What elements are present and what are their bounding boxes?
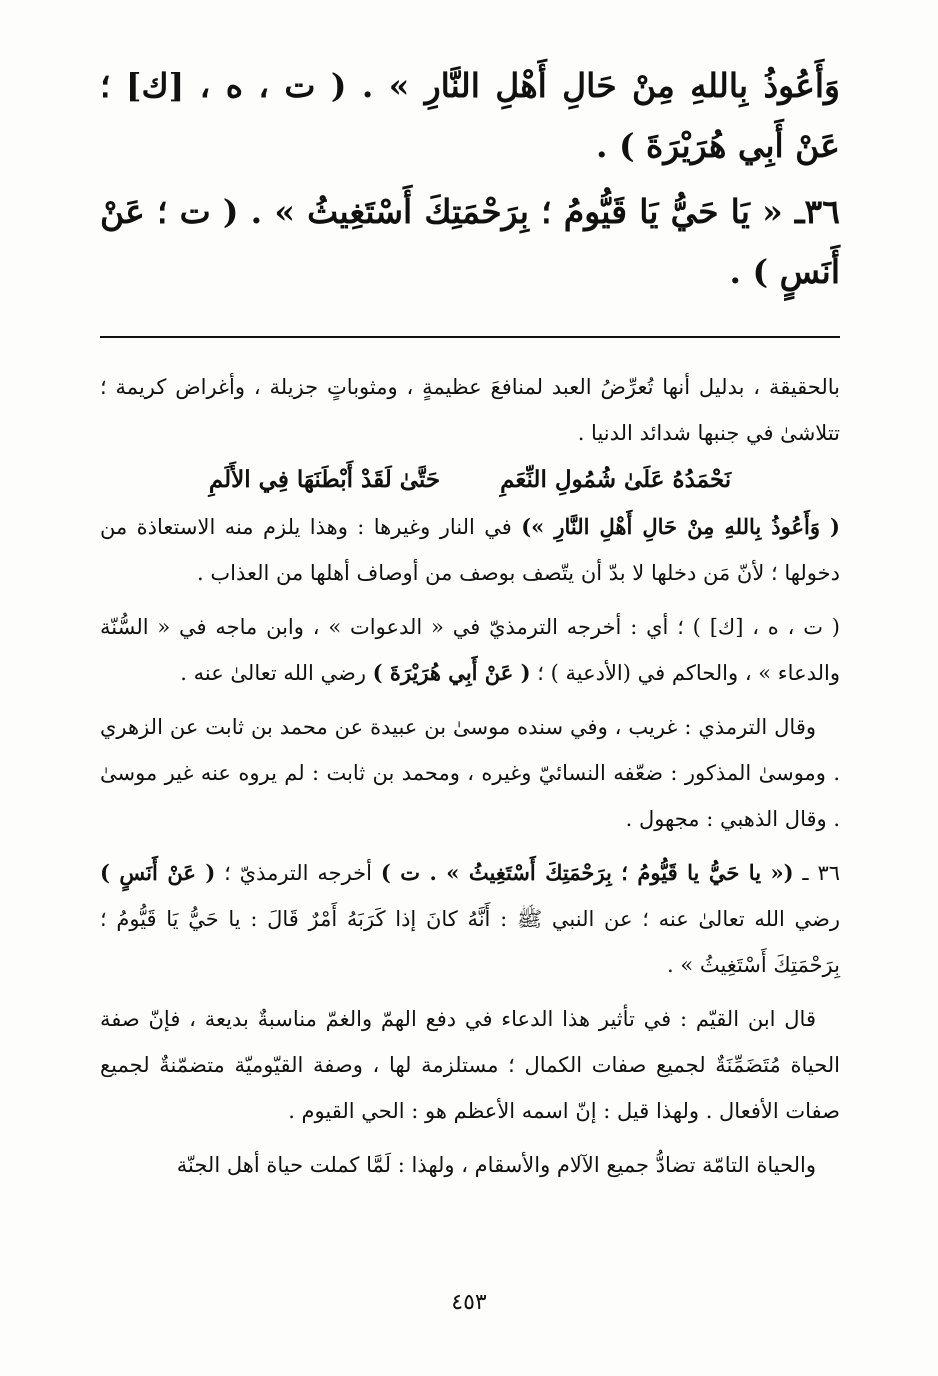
- commentary: [100, 364, 840, 1188]
- commentary-paragraph: والحياة التامّة تضادُّ جميع الآلام والأسقام ، ولهذا : لَمَّا كملت حياة أهل الجنّة: [176, 1153, 816, 1177]
- commentary-text: أخرجه الترمذيّ ؛: [215, 861, 381, 885]
- hadith-text-line: وَأَعُوذُ بِاللهِ مِنْ حَالِ أَهْلِ النَّارِ » . ( ت ، ه ، [ك] ؛ عَنْ أَبِي هُرَيْرَةَ ) .: [100, 66, 840, 165]
- commentary-paragraph: [100, 850, 840, 988]
- verse-first-hemistich: نَحْمَدُهُ عَلَىٰ شُمُولِ النِّعَمِ: [500, 466, 732, 493]
- commentary-text: رضي الله تعالىٰ عنه .: [180, 661, 373, 685]
- main-text: [100, 56, 840, 302]
- quoted-text: ( عَنْ أَبِي هُرَيْرَةَ ): [372, 660, 531, 685]
- commentary-paragraph: بالحقيقة ، بدليل أنها تُعرِّضُ العبد لمنافعَ عظيمةٍ ، ومثوباتٍ جزيلة ، وأغراض كريمة ؛ تتلاشىٰ في جنبها شدائد الدنيا .: [100, 375, 840, 445]
- commentary-paragraph: [100, 604, 840, 696]
- poetry-verse: [100, 456, 840, 504]
- page-body: [100, 56, 840, 1188]
- commentary-text: في النار وغيرها : وهذا يلزم منه الاستعاذة من دخولها ؛ لأنّ مَن دخلها لا بدّ أن يتّصف بوصف من أوصاف أهلها من العذاب .: [100, 515, 840, 585]
- commentary-text: ( ت ، ه ، [ك] ) ؛ أي : أخرجه الترمذيّ في « الدعوات » ، وابن ماجه في « السُّنّة والدعاء » ، والحاكم في (الأدعية ) ؛: [100, 615, 840, 685]
- separator-rule: [100, 336, 840, 338]
- quoted-text: (« يا حَيُّ يا قَيُّومُ ؛ بِرَحْمَتِكَ أَسْتَغِيثُ » . ت ): [380, 860, 794, 885]
- verse-second-hemistich: حَتَّىٰ لَقَدْ أَبْطَنَهَا فِي الأَلَمِ: [208, 466, 441, 493]
- commentary-paragraph: قال ابن القيّم : في تأثير هذا الدعاء في دفع الهمّ والغمّ مناسبةٌ بديعة ، فإنّ صفة الحياة مُتَضَمِّنَةٌ لجميع صفات الكمال ؛ مستلزمة لها ، وصفة القيّوميّة متضمّنةٌ لجميع صفات الأفعال . ولهذا قيل : إنّ اسمه الأعظم هو : الحي القيوم .: [100, 1007, 840, 1123]
- commentary-paragraph: [100, 504, 840, 596]
- commentary-text: رضي الله تعالىٰ عنه ؛ عن النبي ﷺ : أَنَّهُ كانَ إذا كَرَبَهُ أَمْرٌ قَالَ : يا حَيُّ يَا قَيُّومُ ؛ بِرَحْمَتِكَ أَسْتَغِيثُ » .: [100, 907, 840, 977]
- commentary-paragraph: وقال الترمذي : غريب ، وفي سنده موسىٰ بن عبيدة عن محمد بن ثابت عن الزهري . وموسىٰ المذكور : ضعّفه النسائيّ وغيره ، ومحمد بن ثابت : لم يروه عنه غير موسىٰ . وقال الذهبي : مجهول .: [100, 715, 840, 831]
- quoted-text: ( عَنْ أَنَسٍ ): [100, 860, 216, 885]
- commentary-text: ٣٦ ـ: [793, 861, 840, 885]
- hadith-36: ٣٦ـ « يَا حَيُّ يَا قَيُّومُ ؛ بِرَحْمَتِكَ أَسْتَغِيثُ » . ( ت ؛ عَنْ أَنَسٍ ) .: [100, 192, 840, 291]
- page-number: ٤٥٣: [451, 1290, 487, 1315]
- quoted-text: ( وَأَعُوذُ بِاللهِ مِنْ حَالِ أَهْلِ النَّارِ »): [521, 514, 840, 539]
